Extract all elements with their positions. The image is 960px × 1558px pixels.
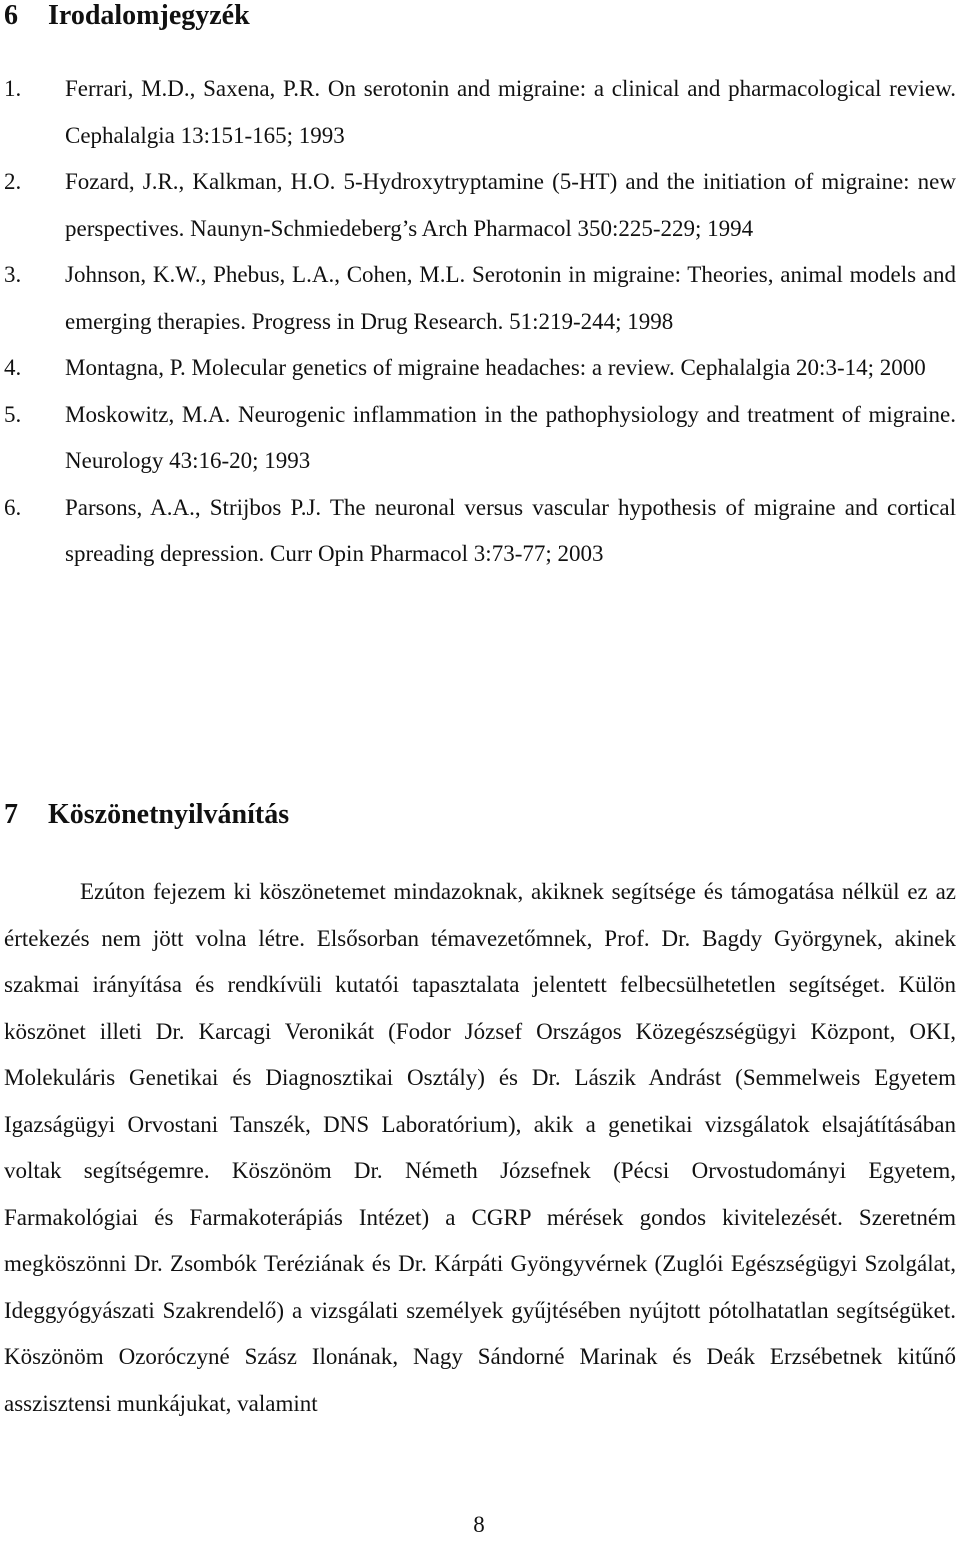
- page-number: 8: [473, 1512, 485, 1537]
- reference-text: Moskowitz, M.A. Neurogenic inflammation in the pathophysiology and treatment of migraine. Neurology 43:16-20; 1993: [65, 401, 956, 473]
- reference-text: Fozard, J.R., Kalkman, H.O. 5-Hydroxytryptamine (5-HT) and the initiation of migraine: new perspectives. Naunyn-Schmiedeberg’s Arch Pharmacol 350:225-229; 1994: [65, 169, 956, 241]
- reference-item: [0, 485, 960, 578]
- section-title: Köszönetnyilvánítás: [48, 799, 290, 830]
- section-title: Irodalomjegyzék: [48, 0, 250, 31]
- reference-index: 1.: [4, 76, 22, 101]
- reference-text: Johnson, K.W., Phebus, L.A., Cohen, M.L. Serotonin in migraine: Theories, animal models and emerging therapies. Progress in Drug Research. 51:219-244; 1998: [65, 262, 956, 334]
- reference-text: Montagna, P. Molecular genetics of migraine headaches: a review. Cephalalgia 20:3-14; 2000: [65, 355, 926, 380]
- reference-index: 4.: [4, 355, 22, 380]
- reference-item: [0, 66, 960, 159]
- reference-item: [0, 159, 960, 252]
- reference-index: 6.: [4, 494, 22, 520]
- reference-index: 5.: [4, 401, 22, 427]
- acknowledgements-paragraph: Ezúton fejezem ki köszönetemet mindazoknak, akiknek segítsége és támogatása nélkül ez az értekezés nem jött volna létre. Elsősorban témavezetőmnek, Prof. Dr. Bagdy Györgynek, akinek szakmai irányítása és rendkívüli kutatói tapasztalata jelentett felbecsülhetetlen segítséget. Külön köszönet illeti Dr. Karcagi Veronikát (Fodor József Országos Közegészségügyi Központ, OKI, Molekuláris Genetikai és Diagnosztikai Osztály) és Dr. Lászik Andrást (Semmelweis Egyetem Igazságügyi Orvostani Tanszék, DNS Laboratórium), akik a genetikai vizsgálatok elsajátításában voltak segítségemre. Köszönöm Dr. Németh Józsefnek (Pécsi Orvostudományi Egyetem, Farmakológiai és Farmakoterápiás Intézet) a CGRP mérések gondos kivitelezését. Szeretném megköszönni Dr. Zsombók Teréziának és Dr. Kárpáti Gyöngyvérnek (Zuglói Egészségügyi Szolgálat, Ideggyógyászati Szakrendelő) a vizsgálati személyek gyűjtésében nyújtott pótolhatatlan segítségüket. Köszönöm Ozoróczyné Szász Ilonának, Nagy Sándorné Marinak és Deák Erzsébetnek kitűnő asszisztensi munkájukat, valamint: [4, 879, 956, 1416]
- reference-index: 2.: [4, 169, 22, 194]
- reference-text: Ferrari, M.D., Saxena, P.R. On serotonin and migraine: a clinical and pharmacological review. Cephalalgia 13:151-165; 1993: [65, 76, 956, 148]
- acknowledgements-heading: [4, 799, 289, 831]
- reference-list: [0, 66, 960, 578]
- reference-text: Parsons, A.A., Strijbos P.J. The neuronal versus vascular hypothesis of migraine and cortical spreading depression. Curr Opin Pharmacol 3:73-77; 2003: [65, 494, 956, 566]
- section-number: 6: [4, 0, 18, 31]
- references-heading: [4, 0, 250, 32]
- reference-item: [0, 345, 960, 392]
- reference-item: [0, 392, 960, 485]
- reference-item: [0, 252, 960, 345]
- reference-index: 3.: [4, 262, 22, 287]
- section-number: 7: [4, 799, 18, 830]
